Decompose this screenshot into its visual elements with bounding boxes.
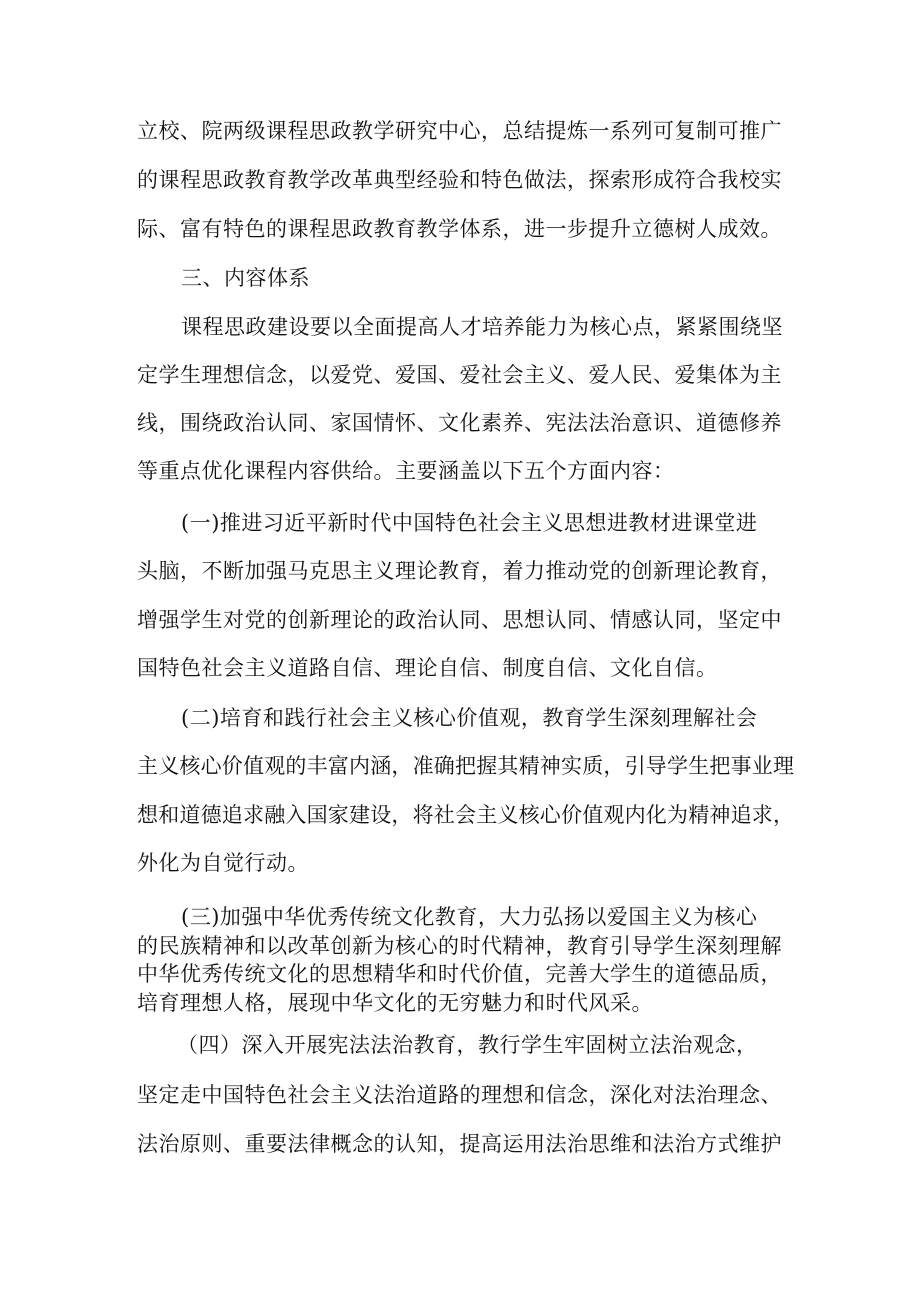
content-para-line-1: 课程思政建设要以全面提高人才培养能力为核心点，紧紧围绕坚 bbox=[181, 315, 783, 339]
item3-line-2: 的民族精神和以改革创新为核心的时代精神，教育引导学生深刻理解 bbox=[137, 934, 782, 958]
item3-line-1: (三)加强中华优秀传统文化教育，大力弘扬以爱国主义为核心 bbox=[181, 905, 758, 929]
item4-line-3: 法治原则、重要法律概念的认知，提高运用法治思维和法治方式维护 bbox=[137, 1132, 782, 1156]
item3-line-3: 中华优秀传统文化的思想精华和时代价值，完善大学生的道德品质， bbox=[137, 962, 782, 986]
item4-line-2: 坚定走中国特色社会主义法治道路的理想和信念，深化对法治理念、 bbox=[137, 1083, 782, 1107]
item1-line-3: 增强学生对党的创新理论的政治认同、思想认同、情感认同，坚定中 bbox=[137, 608, 782, 632]
item1-line-1: (一)推进习近平新时代中国特色社会主义思想进教材进课堂进 bbox=[181, 511, 758, 535]
content-para-line-4: 等重点优化课程内容供给。主要涵盖以下五个方面内容： bbox=[137, 459, 675, 483]
item2-line-1: (二)培育和践行社会主义核心价值观，教育学生深刻理解社会 bbox=[181, 706, 758, 730]
item4-line-1: （四）深入开展宪法法治教育，教行学生牢固树立法治观念， bbox=[177, 1033, 758, 1057]
intro-line-3: 际、富有特色的课程思政教育教学体系，进一步提升立德树人成效。 bbox=[137, 217, 782, 241]
content-para-line-3: 线，围绕政治认同、家国情怀、文化素养、宪法法治意识、道德修养 bbox=[137, 411, 782, 435]
content-para-line-2: 定学生理想信念，以爱党、爱国、爱社会主义、爱人民、爱集体为主 bbox=[137, 363, 782, 387]
item2-line-2: 主义核心价值观的丰富内涵，准确把握其精神实质，引导学生把事业理 bbox=[137, 754, 795, 778]
item2-line-4: 外化为自觉行动。 bbox=[137, 851, 309, 875]
intro-line-2: 的课程思政教育教学改革典型经验和特色做法，探索形成符合我校实 bbox=[137, 168, 782, 192]
section-heading: 三、内容体系 bbox=[181, 266, 310, 290]
intro-line-1: 立校、院两级课程思政教学研究中心，总结提炼一系列可复制可推广 bbox=[137, 119, 782, 143]
item1-line-2: 头脑，不断加强马克思主义理论教育，着力推动党的创新理论教育， bbox=[137, 559, 782, 583]
item1-line-4: 国特色社会主义道路自信、理论自信、制度自信、文化自信。 bbox=[137, 656, 718, 680]
item2-line-3: 想和道德追求融入国家建设，将社会主义核心价值观内化为精神追求， bbox=[137, 803, 795, 827]
item3-line-4: 培育理想人格，展现中华文化的无穷魅力和时代风采。 bbox=[137, 991, 653, 1015]
